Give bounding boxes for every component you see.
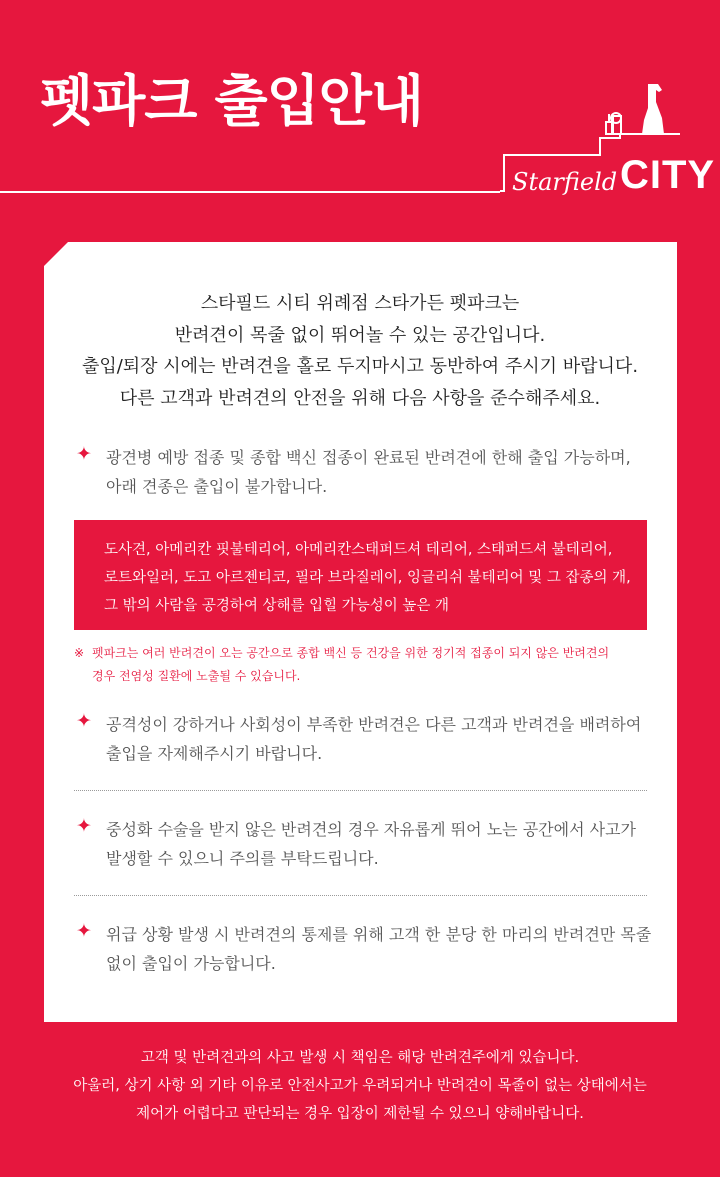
page-title: 펫파크 출입안내 [40,69,424,133]
rule-item [76,710,656,768]
rule-line: 출입을 자제해주시기 바랍니다. [106,744,323,763]
sparkle-icon: ✦ [76,443,92,465]
intro-line: 반려견이 목줄 없이 뛰어놀 수 있는 공간입니다. [174,324,546,346]
intro-line: 다른 고객과 반려견의 안전을 위해 다음 사항을 준수해주세요. [119,387,601,409]
rule-item [76,443,656,501]
rule-line: 발생할 수 있으니 주의를 부탁드립니다. [106,849,379,868]
rule-item [76,815,656,873]
intro-line: 스타필드 시티 위례점 스타가든 펫파크는 [200,293,520,314]
sparkle-icon: ✦ [76,920,92,942]
sparkle-icon: ✦ [76,710,92,732]
breed-line: 도사견, 아메리칸 핏불테리어, 아메리칸스태퍼드셔 테리어, 스태퍼드셔 불테리어, [104,542,613,558]
note-line: 펫파크는 여러 반려견이 오는 공간으로 종합 백신 등 건강을 위한 정기적 접종이 되지 않은 반려견의 [92,646,610,660]
dotted-divider [74,895,647,896]
restricted-breeds-box [74,520,647,630]
note-mark: ※ [74,646,85,660]
dotted-divider [74,790,647,791]
footer-notice [0,1044,720,1128]
logo-city: CITY [620,153,716,197]
dog-icon [642,84,664,134]
header-divider [0,191,500,193]
rule-line: 아래 견종은 출입이 불가합니다. [106,477,328,496]
breed-line: 로트와일러, 도고 아르젠티코, 필라 브라질레이, 잉글리쉬 불테리어 및 그 잡종의 개, [104,570,631,586]
rule-line: 위급 상황 발생 시 반려견의 통제를 위해 고객 한 분당 한 마리의 반려견만 목줄 [106,925,652,944]
vaccine-note [74,642,654,688]
breed-line: 그 밖의 사람을 공경하여 상해를 입힐 가능성이 높은 개 [104,598,450,614]
footer-line: 제어가 어렵다고 판단되는 경우 입장이 제한될 수 있으니 양해바랍니다. [136,1106,584,1122]
intro-line: 출입/퇴장 시에는 반려견을 홀로 두지마시고 동반하여 주시기 바랍니다. [81,356,639,377]
starfield-city-logo [500,78,716,218]
rule-line: 없이 출입이 가능합니다. [106,954,276,973]
sparkle-icon: ✦ [76,815,92,837]
intro-text [0,288,720,414]
logo-script: Starfield [512,168,618,196]
rule-line: 공격성이 강하거나 사회성이 부족한 반려견은 다른 고객과 반려견을 배려하여 [106,715,642,734]
footer-line: 아울러, 상기 사항 외 기타 이유로 안전사고가 우려되거나 반려견이 목줄이 없는 상태에서는 [73,1078,647,1094]
footer-line: 고객 및 반려견과의 사고 발생 시 책임은 해당 반려견주에게 있습니다. [140,1050,580,1066]
rule-item [76,920,656,978]
note-line: 경우 전염성 질환에 노출될 수 있습니다. [92,669,301,683]
rule-line: 광견병 예방 접종 및 종합 백신 접종이 완료된 반려견에 한해 출입 가능하며, [106,448,631,467]
rule-line: 중성화 수술을 받지 않은 반려견의 경우 자유롭게 뛰어 노는 공간에서 사고가 [106,820,636,839]
